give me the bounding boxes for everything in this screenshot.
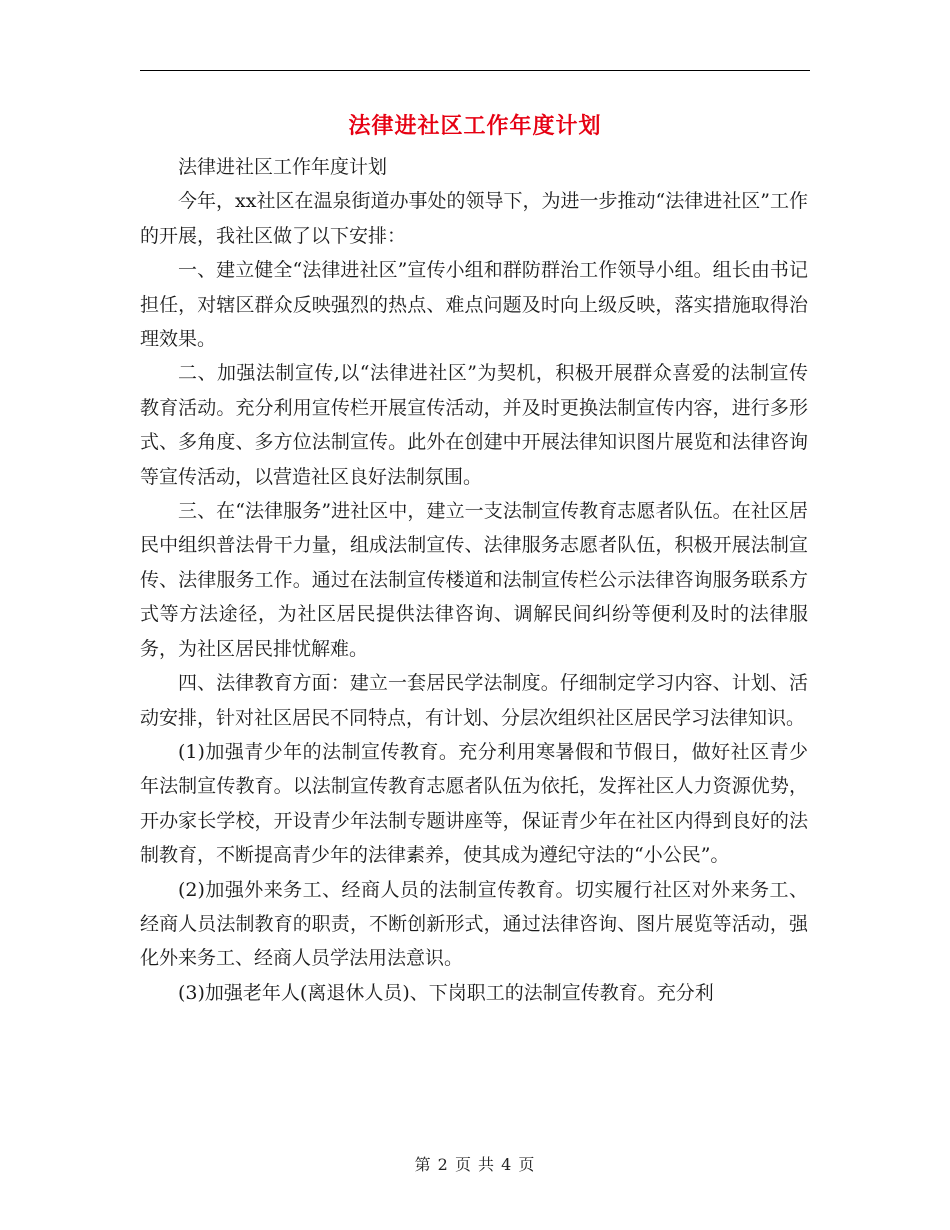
paragraph-item-3: (3)加强老年人(离退休人员)、下岗职工的法制宣传教育。充分利	[178, 981, 714, 1004]
page-footer: 第 2 页 共 4 页	[414, 1155, 536, 1174]
header-rule	[140, 70, 810, 71]
paragraph-subtitle: 法律进社区工作年度计划	[178, 156, 388, 178]
paragraph-item-1: (1)加强青少年的法制宣传教育。充分利用寒暑假和节假日，做好社区青少年法制宣传教育。以法制宣传教育志愿者队伍为依托，发挥社区人力资源优势，开办家长学校，开设青少年法制专题讲座等，保证青少年在社区内得到良好的法制教育，不断提高青少年的法律素养，使其成为遵纪守法的“小公民”。	[140, 740, 808, 867]
document-body	[140, 150, 808, 1010]
paragraph-section-3: 三、在“法律服务”进社区中，建立一支法制宣传教育志愿者队伍。在社区居民中组织普法骨干力量，组成法制宣传、法律服务志愿者队伍，积极开展法制宣传、法律服务工作。通过在法制宣传楼道和法制宣传栏公示法律咨询服务联系方式等方法途径，为社区居民提供法律咨询、调解民间纠纷等便利及时的法律服务，为社区居民排忧解难。	[140, 500, 808, 660]
paragraph-section-2: 二、加强法制宣传,以“法律进社区”为契机，积极开展群众喜爱的法制宣传教育活动。充分利用宣传栏开展宣传活动，并及时更换法制宣传内容，进行多形式、多角度、多方位法制宣传。此外在创建中开展法律知识图片展览和法律咨询等宣传活动，以营造社区良好法制氛围。	[140, 362, 808, 488]
paragraph-item-2: (2)加强外来务工、经商人员的法制宣传教育。切实履行社区对外来务工、经商人员法制教育的职责，不断创新形式，通过法律咨询、图片展览等活动，强化外来务工、经商人员学法用法意识。	[140, 878, 808, 970]
paragraph-intro: 今年，xx社区在温泉街道办事处的领导下，为进一步推动“法律进社区”工作的开展，我社区做了以下安排：	[140, 190, 808, 247]
document-title: 法律进社区工作年度计划	[348, 113, 602, 139]
paragraph-section-1: 一、建立健全“法律进社区”宣传小组和群防群治工作领导小组。组长由书记担任，对辖区群众反映强烈的热点、难点问题及时向上级反映，落实措施取得治理效果。	[140, 259, 808, 351]
paragraph-section-4: 四、法律教育方面：建立一套居民学法制度。仔细制定学习内容、计划、活动安排，针对社区居民不同特点，有计划、分层次组织社区居民学习法律知识。	[140, 672, 808, 729]
